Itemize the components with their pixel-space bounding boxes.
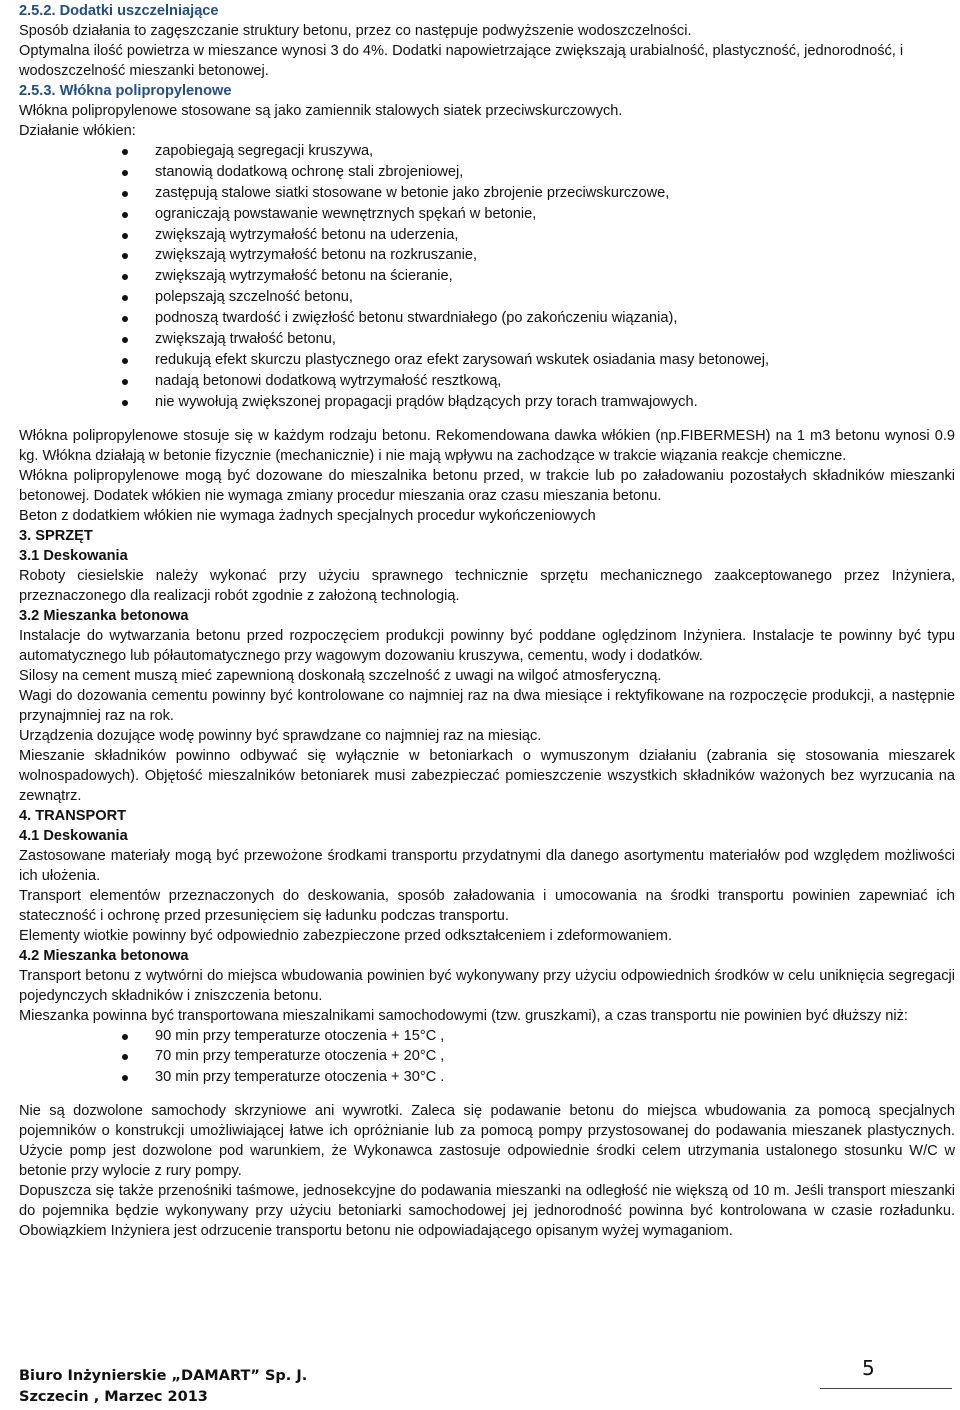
section-heading-3: 3. SPRZĘT: [19, 527, 93, 544]
list-item: polepszają szczelność betonu,: [19, 287, 955, 308]
bullet-icon: [122, 191, 128, 197]
paragraph: Wagi do dozowania cementu powinny być kontrolowane co najmniej raz na dwa miesiące i rektyfikowane na rozpoczęcie produkcji, a następnie przynajmniej raz na rok.: [19, 687, 955, 724]
subsection-heading-4-1: 4.1 Deskowania: [19, 827, 128, 844]
footer-place-date: Szczecin , Marzec 2013: [19, 1389, 208, 1405]
paragraph: Zastosowane materiały mogą być przewożone środkami transportu przydatnymi dla danego asortymentu materiałów pod względem możliwości ich ułożenia.: [19, 847, 955, 884]
list-item: zapobiegają segregacji kruszywa,: [19, 141, 955, 162]
bullet-icon: [122, 274, 128, 280]
paragraph: Włókna polipropylenowe stosuje się w każdym rodzaju betonu. Rekomendowana dawka włókien (np.FIBERMESH) na 1 m3 betonu wynosi 0.9 kg. Włókna działają w betonie fizycznie (mechanicznie) i nie mają wpływu na zachodzące w trakcie wiązania reakcje chemiczne.: [19, 427, 955, 464]
list-item: redukują efekt skurczu plastycznego oraz efekt zarysowań wskutek osiadania masy betonowej,: [19, 350, 955, 371]
list-item: ograniczają powstawanie wewnętrznych spękań w betonie,: [19, 204, 955, 225]
list-item: zwiększają trwałość betonu,: [19, 329, 955, 350]
paragraph: Włókna polipropylenowe stosowane są jako zamiennik stalowych siatek przeciwskurczowych.: [19, 103, 623, 119]
list-item: 90 min przy temperaturze otoczenia + 15°C ,: [19, 1026, 955, 1047]
bullet-icon: [122, 1075, 128, 1081]
list-item: podnoszą twardość i zwięzłość betonu stwardniałego (po zakończeniu wiązania),: [19, 308, 955, 329]
page-footer: [19, 1366, 881, 1408]
list-item: nadają betonowi dodatkową wytrzymałość resztkową,: [19, 371, 955, 392]
list-item: 30 min przy temperaturze otoczenia + 30°C .: [19, 1067, 955, 1088]
paragraph: Silosy na cement muszą mieć zapewnioną doskonałą szczelność z uwagi na wilgoć atmosferyczną.: [19, 667, 662, 684]
bullet-icon: [122, 233, 128, 239]
paragraph: Optymalna ilość powietrza w mieszance wynosi 3 do 4%. Dodatki napowietrzające zwiększają urabialność, plastyczność, jednorodność, i wodoszczelność mieszanki betonowej.: [19, 43, 904, 79]
paragraph: Transport betonu z wytwórni do miejsca wbudowania powinien być wykonywany przy użyciu odpowiednich środków w celu uniknięcia segregacji pojedynczych składników i zniszczenia betonu.: [19, 967, 955, 1004]
list-item: zwiększają wytrzymałość betonu na uderzenia,: [19, 225, 955, 246]
paragraph: Transport elementów przeznaczonych do deskowania, sposób załadowania i umocowania na środki transportu powinien zapewniać ich stateczność i ochronę przed przesunięciem się ładunku podczas transportu.: [19, 887, 955, 924]
paragraph: Elementy wiotkie powinny być odpowiednio zabezpieczone przed odkształceniem i zdeformowaniem.: [19, 927, 673, 944]
bullet-icon: [122, 253, 128, 259]
bullet-icon: [122, 337, 128, 343]
paragraph: Instalacje do wytwarzania betonu przed rozpoczęciem produkcji powinny być poddane oględzinom Inżyniera. Instalacje te powinny być typu automatycznego lub półautomatycznego przy wagowym dozowaniu kruszywa, cementu, wody i dodatków.: [19, 627, 955, 664]
bullet-icon: [122, 1054, 128, 1060]
bullet-icon: [122, 358, 128, 364]
list-item: zwiększają wytrzymałość betonu na rozkruszanie,: [19, 245, 955, 266]
paragraph: Mieszanie składników powinno odbywać się wyłącznie w betoniarkach o wymuszonym działaniu (zabrania się stosowania mieszarek wolnospadowych). Objętość mieszalników betoniarek musi zabezpieczać pomieszczenie wszystkich składników ważonych bez wyrzucania na zewnątrz.: [19, 747, 955, 804]
spacer: [19, 1088, 955, 1101]
paragraph: Mieszanka powinna być transportowana mieszalnikami samochodowymi (tzw. gruszkami), a czas transportu nie powinien być dłuższy niż:: [19, 1007, 908, 1024]
subsection-heading-4-2: 4.2 Mieszanka betonowa: [19, 947, 189, 964]
bullet-icon: [122, 149, 128, 155]
paragraph: Dopuszcza się także przenośniki taśmowe, jednosekcyjne do podawania mieszanki na odległość nie większą od 10 m. Jeśli transport mieszanki do pojemnika będzie wykonywany przy użyciu betoniarki samochodowej jej jednorodność powinna być kontrolowana w czasie rozładunku. Obowiązkiem Inżyniera jest odrzucenie transportu betonu nie odpowiadającego opisanym wyżej wymaganiom.: [19, 1183, 955, 1240]
paragraph: Urządzenia dozujące wodę powinny być sprawdzane co najmniej raz na miesiąc.: [19, 727, 542, 744]
paragraph: Beton z dodatkiem włókien nie wymaga żadnych specjalnych procedur wykończeniowych: [19, 507, 596, 524]
page-number: 5: [862, 1356, 875, 1380]
list-item: zwiększają wytrzymałość betonu na ścieranie,: [19, 266, 955, 287]
paragraph: Roboty ciesielskie należy wykonać przy użyciu sprawnego technicznie sprzętu mechanicznego zaakceptowanego przez Inżyniera, przeznaczonego dla realizacji robót zgodnie z założoną technologią.: [19, 567, 955, 604]
paragraph: Włókna polipropylenowe mogą być dozowane do mieszalnika betonu przed, w trakcie lub po załadowaniu pozostałych składników mieszanki betonowej. Dodatek włókien nie wymaga zmiany procedur mieszania oraz czasu mieszania betonu.: [19, 467, 955, 504]
section-heading-2-5-3: 2.5.3. Włókna polipropylenowe: [19, 83, 232, 99]
list-item: stanowią dodatkową ochronę stali zbrojeniowej,: [19, 162, 955, 183]
transport-time-list: [19, 1026, 955, 1089]
bullet-icon: [122, 212, 128, 218]
paragraph: Sposób działania to zagęszczanie struktury betonu, przez co następuje podwyższenie wodoszczelności.: [19, 23, 692, 39]
list-item: nie wywołują zwiększonej propagacji prądów błądzących przy torach tramwajowych.: [19, 392, 955, 413]
paragraph: Nie są dozwolone samochody skrzyniowe ani wywrotki. Zaleca się podawanie betonu do miejsca wbudowania za pomocą specjalnych pojemników o konstrukcji umożliwiającej łatwe ich opróżnianie lub za pomocą pompy przystosowanej do podawania mieszanek plastycznych. Użycie pomp jest dozwolone pod warunkiem, że Wykonawca zastosuje odpowiednie środki celem utrzymania ustalonego stosunku W/C w betonie przy wylocie z rury pompy.: [19, 1103, 955, 1180]
bullet-icon: [122, 316, 128, 322]
list-intro: Działanie włókien:: [19, 123, 136, 139]
bullet-icon: [122, 170, 128, 176]
bullet-icon: [122, 295, 128, 301]
section-heading-2-5-2: 2.5.2. Dodatki uszczelniające: [19, 3, 219, 19]
subsection-heading-3-1: 3.1 Deskowania: [19, 547, 128, 564]
section-heading-4: 4. TRANSPORT: [19, 807, 127, 824]
list-item: 70 min przy temperaturze otoczenia + 20°C ,: [19, 1046, 955, 1067]
bullet-icon: [122, 400, 128, 406]
list-item: zastępują stalowe siatki stosowane w betonie jako zbrojenie przeciwskurczowe,: [19, 183, 955, 204]
bullet-icon: [122, 1034, 128, 1040]
fibre-effects-list: [19, 141, 955, 413]
spacer: [19, 413, 955, 426]
bullet-icon: [122, 379, 128, 385]
document-page: [19, 0, 955, 1241]
footer-rule: [820, 1388, 952, 1389]
footer-company: Biuro Inżynierskie „DAMART” Sp. J.: [19, 1368, 308, 1384]
subsection-heading-3-2: 3.2 Mieszanka betonowa: [19, 607, 189, 624]
